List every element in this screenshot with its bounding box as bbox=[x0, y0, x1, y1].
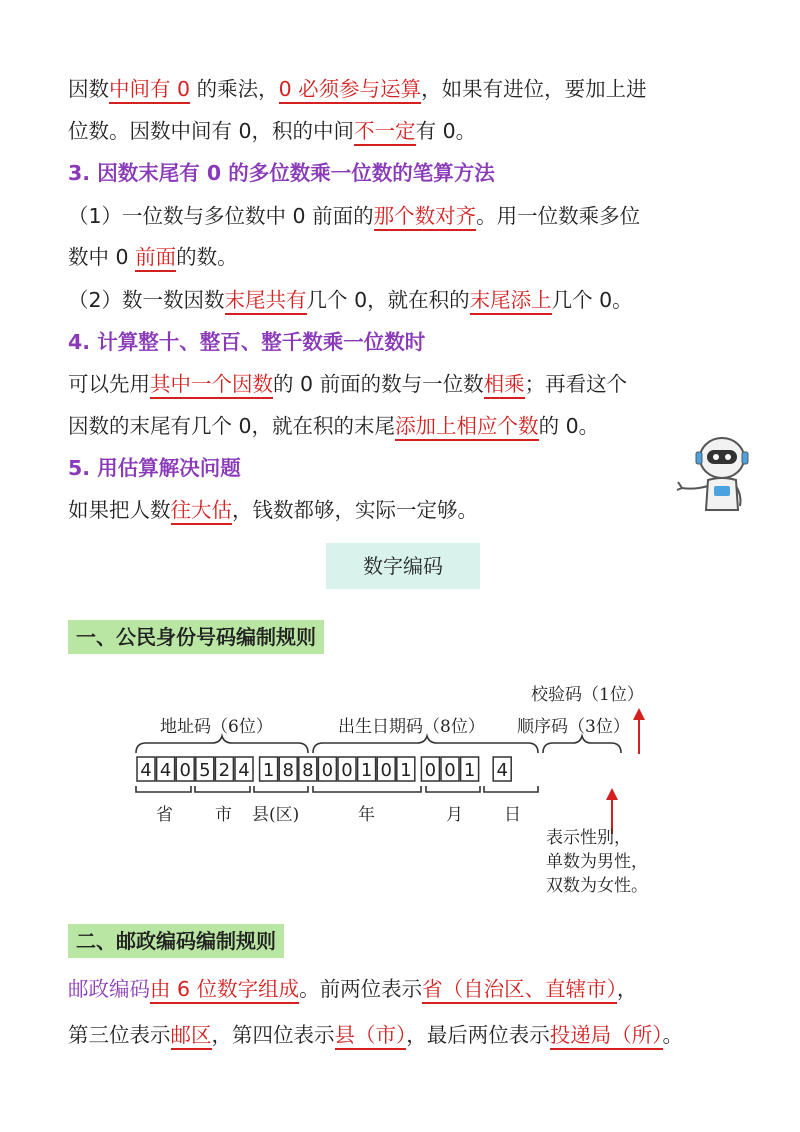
digit-text: 4 bbox=[238, 760, 250, 781]
digit-text: 0 bbox=[380, 760, 392, 781]
text-span: 的数。 bbox=[176, 245, 238, 269]
highlight-answer: 中间有 0 bbox=[109, 77, 190, 104]
bracket-county bbox=[254, 786, 308, 792]
highlight-answer: 不一定 bbox=[354, 119, 416, 146]
text-span: 因数的末尾有几个 0，就在积的末尾 bbox=[68, 414, 396, 438]
heading-3: 3. 因数末尾有 0 的多位数乘一位数的笔算方法 bbox=[68, 161, 495, 185]
highlight-answer: 其中一个因数 bbox=[150, 372, 273, 399]
text-span: 的 0。 bbox=[538, 414, 600, 438]
postal-line-2 bbox=[68, 1021, 683, 1049]
digit-text: 0 bbox=[179, 760, 191, 781]
label-city: 市 bbox=[215, 805, 232, 825]
digit-text: 0 bbox=[424, 760, 437, 781]
highlight-answer: 末尾共有 bbox=[225, 288, 307, 315]
text-span: ；再看这个 bbox=[524, 372, 628, 396]
note-line-2: 单数为男性， bbox=[546, 852, 648, 872]
text-span: 如果把人数 bbox=[68, 498, 171, 522]
label-day: 日 bbox=[504, 805, 521, 825]
digit-text: 1 bbox=[463, 760, 476, 781]
text-span: 因数 bbox=[68, 77, 109, 101]
text-span: 位数。因数中间有 0，积的中间 bbox=[68, 119, 355, 143]
label-birth: 出生日期码（8位） bbox=[338, 717, 485, 737]
heading-id-rules: 一、公民身份号码编制规则 bbox=[68, 620, 324, 654]
highlight-answer: 县（市） bbox=[335, 1023, 407, 1050]
bracket-month bbox=[426, 786, 480, 792]
digit-text: 4 bbox=[159, 760, 172, 781]
note-line-3: 双数为女性。 bbox=[546, 876, 648, 896]
text-span: （1）一位数与多位数中 0 前面的 bbox=[68, 204, 374, 228]
postal-line-1 bbox=[68, 975, 637, 1003]
bracket-day bbox=[484, 786, 538, 792]
highlight-answer: 前面 bbox=[135, 245, 176, 272]
label-order: 顺序码（3位） bbox=[517, 717, 630, 737]
highlight-answer: 相乘 bbox=[484, 372, 525, 399]
label-address: 地址码（6位） bbox=[160, 717, 273, 737]
brace-order bbox=[543, 736, 621, 753]
text-span: 第三位表示 bbox=[68, 1023, 171, 1047]
gender-arrow-head bbox=[606, 788, 618, 800]
text-span: ，第四位表示 bbox=[211, 1023, 335, 1047]
digit-boxes bbox=[137, 757, 511, 781]
section-title-box: 数字编码 bbox=[326, 543, 480, 589]
highlight-answer: 那个数对齐 bbox=[374, 204, 477, 231]
text-span: 的 0 前面的数与一位数 bbox=[273, 372, 484, 396]
text-span: 几个 0，就在积的 bbox=[306, 288, 470, 312]
digit-text: 0 bbox=[341, 760, 353, 781]
highlight-answer: 添加上相应个数 bbox=[395, 414, 539, 441]
text-span: 数中 0 bbox=[68, 245, 136, 269]
digit-text: 8 bbox=[282, 760, 294, 781]
highlight-answer: 投递局（所） bbox=[550, 1023, 663, 1050]
label-month: 月 bbox=[446, 805, 463, 825]
text-span: ， bbox=[616, 977, 638, 1001]
text-span: 。用一位数乘多位 bbox=[476, 204, 641, 228]
highlight-answer: 省（自治区、直辖市） bbox=[422, 977, 617, 1004]
digit-text: 4 bbox=[496, 760, 508, 781]
text-span: 邮政编码 bbox=[68, 977, 150, 1001]
digit-text: 4 bbox=[140, 760, 152, 781]
digit-text: 8 bbox=[302, 760, 314, 781]
text-span: 几个 0。 bbox=[551, 288, 633, 312]
highlight-answer: 邮区 bbox=[171, 1023, 212, 1050]
digit-text: 0 bbox=[321, 760, 334, 781]
heading-4: 4. 计算整十、整百、整千数乘一位数时 bbox=[68, 330, 426, 354]
text-span: 。 bbox=[662, 1023, 683, 1047]
highlight-answer: 往大估 bbox=[171, 498, 233, 525]
digit-text: 2 bbox=[218, 760, 231, 781]
text-span: ，最后两位表示 bbox=[406, 1023, 550, 1047]
digit-text: 1 bbox=[262, 760, 275, 781]
digit-text: 1 bbox=[400, 760, 412, 781]
label-year: 年 bbox=[358, 805, 375, 825]
highlight-answer: 0 必须参与运算 bbox=[279, 77, 422, 104]
label-county: 县(区) bbox=[252, 805, 300, 825]
text-span: （2）数一数因数 bbox=[68, 288, 225, 312]
highlight-answer: 末尾添上 bbox=[470, 288, 552, 315]
heading-postal-rules: 二、邮政编码编制规则 bbox=[68, 924, 284, 958]
bracket-province bbox=[136, 786, 191, 792]
label-province: 省 bbox=[156, 805, 173, 825]
text-span: ，如果有进位，要加上进 bbox=[421, 77, 647, 101]
brace-birth bbox=[313, 736, 538, 753]
heading-5: 5. 用估算解决问题 bbox=[68, 456, 241, 480]
bracket-year bbox=[313, 786, 421, 792]
digit-text: 5 bbox=[199, 760, 211, 781]
highlight-answer: 由 6 位数字组成 bbox=[150, 977, 299, 1004]
text-span: 可以先用 bbox=[68, 372, 150, 396]
bracket-city bbox=[195, 786, 250, 792]
text-span: 的乘法， bbox=[190, 77, 279, 101]
check-arrow-head bbox=[633, 708, 645, 720]
digit-text: 1 bbox=[360, 760, 373, 781]
label-check: 校验码（1位） bbox=[531, 685, 644, 705]
digit-text: 0 bbox=[444, 760, 456, 781]
text-span: 有 0。 bbox=[415, 119, 477, 143]
text-span: ，钱数都够，实际一定够。 bbox=[232, 498, 478, 522]
text-span: 。前两位表示 bbox=[299, 977, 423, 1001]
brace-address bbox=[136, 736, 308, 753]
note-line-1: 表示性别， bbox=[546, 828, 631, 848]
